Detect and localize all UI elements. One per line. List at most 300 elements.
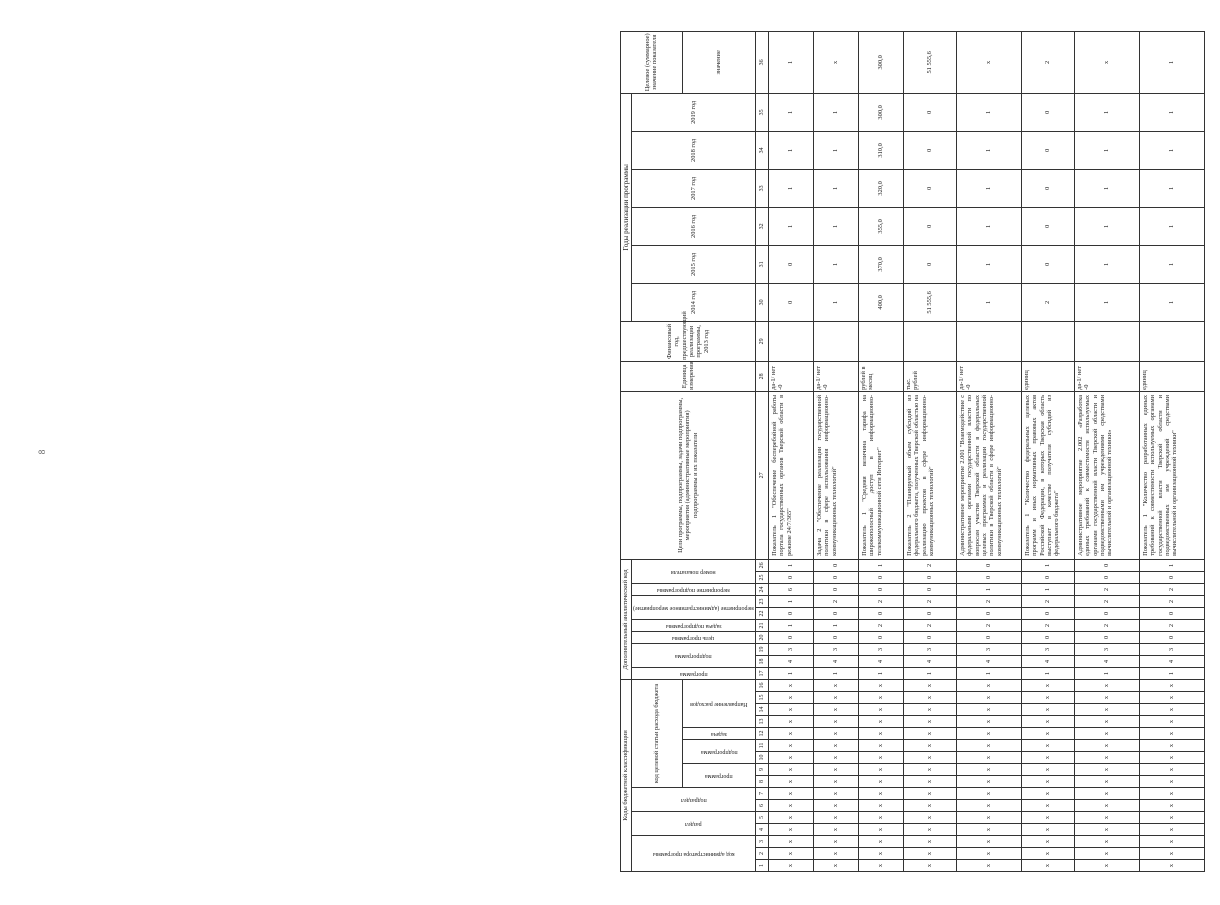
year-2013-cell bbox=[768, 321, 813, 361]
code-cell: 1 bbox=[903, 667, 956, 679]
code-cell: х bbox=[1021, 679, 1074, 691]
column-number-cell: 18 bbox=[755, 655, 768, 667]
code-cell: х bbox=[1139, 848, 1204, 860]
code-cell: х bbox=[768, 860, 813, 872]
code-cell: 4 bbox=[1139, 655, 1204, 667]
code-cell: х bbox=[768, 752, 813, 764]
code-cell: х bbox=[1074, 704, 1139, 716]
target-value-cell: х bbox=[813, 31, 858, 93]
code-cell: 0 bbox=[813, 583, 858, 595]
year-value-cell: 355,0 bbox=[858, 207, 903, 245]
code-cell: х bbox=[858, 716, 903, 728]
code-cell: 2 bbox=[1074, 595, 1139, 607]
year-value-cell: 0 bbox=[1021, 131, 1074, 169]
code-cell: х bbox=[956, 824, 1021, 836]
code-cell: х bbox=[858, 752, 903, 764]
column-number-cell: 4 bbox=[755, 824, 768, 836]
code-cell: х bbox=[956, 728, 1021, 740]
year-value-cell: 1 bbox=[956, 245, 1021, 283]
header-unit: Единица измерения bbox=[621, 361, 756, 391]
code-cell: х bbox=[858, 728, 903, 740]
description-cell: Показатель 1 "Средняя величина тарифа на широкополосный доступ в информационно-телекоммуникационной сети Интернет" bbox=[858, 391, 903, 559]
header-year-2018: 2018 год bbox=[632, 131, 756, 169]
code-cell: 4 bbox=[813, 655, 858, 667]
code-cell: 4 bbox=[956, 655, 1021, 667]
code-cell: х bbox=[1021, 764, 1074, 776]
code-cell: 3 bbox=[768, 643, 813, 655]
code-cell: 0 bbox=[1074, 571, 1139, 583]
code-cell: х bbox=[1021, 728, 1074, 740]
code-cell: 0 bbox=[858, 631, 903, 643]
unit-cell: да-1/ нет -0 bbox=[956, 361, 1021, 391]
code-cell: 1 bbox=[768, 619, 813, 631]
code-cell: 0 bbox=[768, 607, 813, 619]
code-cell: 2 bbox=[1074, 583, 1139, 595]
code-cell: х bbox=[1139, 692, 1204, 704]
year-2013-cell bbox=[956, 321, 1021, 361]
year-value-cell: 0 bbox=[903, 93, 956, 131]
header-fin-year: Финансовый год, предшествующий реализации программы, 2013 год bbox=[621, 321, 756, 361]
year-value-cell: 1 bbox=[1139, 93, 1204, 131]
table-row bbox=[1021, 31, 1074, 871]
target-value-cell: 1 bbox=[1139, 31, 1204, 93]
code-cell: 2 bbox=[903, 559, 956, 571]
header-subprogram: подпрограмма bbox=[632, 643, 756, 667]
year-value-cell: 0 bbox=[903, 169, 956, 207]
code-cell: 4 bbox=[858, 655, 903, 667]
header-admin-event: мероприятие (административное мероприятие) bbox=[632, 595, 756, 619]
unit-cell: тыс. рублей bbox=[903, 361, 956, 391]
column-number-cell: 34 bbox=[755, 131, 768, 169]
code-cell: 0 bbox=[1021, 607, 1074, 619]
year-value-cell: 1 bbox=[1074, 207, 1139, 245]
target-value-cell: 51 555,6 bbox=[903, 31, 956, 93]
code-cell: 0 bbox=[858, 571, 903, 583]
header-extra-code: Дополнительный аналитический код bbox=[621, 559, 632, 679]
code-cell: х bbox=[768, 812, 813, 824]
header-target: Целевое (суммарное) значение показателя bbox=[621, 31, 683, 93]
code-cell: 0 bbox=[1139, 607, 1204, 619]
code-cell: х bbox=[858, 800, 903, 812]
code-cell: х bbox=[956, 752, 1021, 764]
year-value-cell: 400,0 bbox=[858, 283, 903, 321]
code-cell: 2 bbox=[1021, 619, 1074, 631]
code-cell: х bbox=[1021, 812, 1074, 824]
code-cell: х bbox=[858, 788, 903, 800]
code-cell: 1 bbox=[768, 595, 813, 607]
code-cell: 0 bbox=[956, 559, 1021, 571]
column-number-cell: 12 bbox=[755, 728, 768, 740]
year-value-cell: 320,0 bbox=[858, 169, 903, 207]
code-cell: х bbox=[1074, 860, 1139, 872]
code-cell: х bbox=[903, 776, 956, 788]
header-subsection: подраздел bbox=[632, 788, 756, 812]
code-cell: 0 bbox=[813, 571, 858, 583]
code-cell: х bbox=[956, 848, 1021, 860]
year-value-cell: 1 bbox=[813, 131, 858, 169]
code-cell: х bbox=[903, 824, 956, 836]
code-cell: х bbox=[813, 692, 858, 704]
code-cell: х bbox=[858, 692, 903, 704]
code-cell: х bbox=[1074, 679, 1139, 691]
column-number-cell: 8 bbox=[755, 776, 768, 788]
header-target-value: значение bbox=[682, 31, 755, 93]
code-cell: х bbox=[956, 692, 1021, 704]
column-number-cell: 5 bbox=[755, 812, 768, 824]
code-cell: х bbox=[1139, 836, 1204, 848]
year-value-cell: 1 bbox=[956, 93, 1021, 131]
table-row bbox=[768, 31, 813, 871]
column-number-cell: 2 bbox=[755, 848, 768, 860]
year-value-cell: 0 bbox=[903, 131, 956, 169]
code-cell: х bbox=[1139, 728, 1204, 740]
header-subprogram-code: подпрограмма bbox=[682, 740, 755, 764]
code-cell: х bbox=[903, 740, 956, 752]
year-2013-cell bbox=[903, 321, 956, 361]
code-cell: х bbox=[858, 764, 903, 776]
description-cell: Показатель 2 "Планируемый объем субсидий из федерального бюджета, полученных Тверской областью на реализацию проектов в сфере информационно-коммуникационных технологий" bbox=[903, 391, 956, 559]
code-cell: 0 bbox=[768, 631, 813, 643]
year-value-cell: 1 bbox=[1074, 245, 1139, 283]
code-cell: 0 bbox=[956, 607, 1021, 619]
code-cell: 0 bbox=[858, 583, 903, 595]
header-year-2019: 2019 год bbox=[632, 93, 756, 131]
code-cell: 2 bbox=[813, 595, 858, 607]
code-cell: 3 bbox=[1021, 643, 1074, 655]
code-cell: х bbox=[1021, 704, 1074, 716]
code-cell: 2 bbox=[903, 619, 956, 631]
code-cell: х bbox=[813, 764, 858, 776]
target-value-cell: х bbox=[956, 31, 1021, 93]
code-cell: х bbox=[768, 764, 813, 776]
code-cell: х bbox=[956, 740, 1021, 752]
code-cell: 2 bbox=[956, 619, 1021, 631]
code-cell: х bbox=[858, 812, 903, 824]
year-value-cell: 0 bbox=[768, 283, 813, 321]
code-cell: 4 bbox=[903, 655, 956, 667]
code-cell: х bbox=[1139, 860, 1204, 872]
year-value-cell: 1 bbox=[1139, 207, 1204, 245]
header-year-2016: 2016 год bbox=[632, 207, 756, 245]
code-cell: х bbox=[956, 836, 1021, 848]
year-value-cell: 1 bbox=[956, 131, 1021, 169]
code-cell: х bbox=[1074, 848, 1139, 860]
code-cell: х bbox=[858, 824, 903, 836]
rotated-table-wrapper bbox=[620, 32, 1220, 872]
target-value-cell: 1 bbox=[768, 31, 813, 93]
header-task: задача подпрограммы bbox=[632, 619, 756, 631]
code-cell: х bbox=[813, 812, 858, 824]
code-cell: х bbox=[813, 788, 858, 800]
year-value-cell: 1 bbox=[768, 131, 813, 169]
header-budget-codes: Коды бюджетной классификации bbox=[621, 679, 632, 871]
code-cell: х bbox=[813, 776, 858, 788]
table-row bbox=[858, 31, 903, 871]
code-cell: х bbox=[956, 860, 1021, 872]
code-cell: х bbox=[1074, 752, 1139, 764]
column-number-cell: 9 bbox=[755, 764, 768, 776]
table-row bbox=[903, 31, 956, 871]
year-value-cell: 370,0 bbox=[858, 245, 903, 283]
code-cell: х bbox=[903, 704, 956, 716]
year-value-cell: 1 bbox=[1139, 131, 1204, 169]
code-cell: 1 bbox=[1139, 559, 1204, 571]
year-value-cell: 51 555,6 bbox=[903, 283, 956, 321]
year-value-cell: 1 bbox=[956, 283, 1021, 321]
code-cell: х bbox=[903, 679, 956, 691]
column-number-cell: 6 bbox=[755, 800, 768, 812]
code-cell: 3 bbox=[956, 643, 1021, 655]
column-number-cell: 19 bbox=[755, 643, 768, 655]
code-cell: х bbox=[768, 704, 813, 716]
header-program-code: программа bbox=[682, 764, 755, 788]
header-direction-code: Направление расходов bbox=[682, 679, 755, 727]
code-cell: х bbox=[768, 836, 813, 848]
code-cell: 3 bbox=[858, 643, 903, 655]
code-cell: х bbox=[956, 788, 1021, 800]
table-row bbox=[1139, 31, 1204, 871]
code-cell: х bbox=[768, 740, 813, 752]
column-number-cell: 16 bbox=[755, 679, 768, 691]
column-number-cell: 22 bbox=[755, 607, 768, 619]
code-cell: х bbox=[1021, 776, 1074, 788]
code-cell: х bbox=[858, 704, 903, 716]
column-number-cell: 28 bbox=[755, 361, 768, 391]
code-cell: х bbox=[1074, 716, 1139, 728]
code-cell: 1 bbox=[813, 667, 858, 679]
code-cell: х bbox=[1139, 788, 1204, 800]
unit-cell: да-1/ нет -0 bbox=[1074, 361, 1139, 391]
code-cell: х bbox=[1139, 800, 1204, 812]
column-number-cell: 23 bbox=[755, 595, 768, 607]
column-number-row bbox=[755, 31, 768, 871]
code-cell: х bbox=[903, 692, 956, 704]
unit-cell: единиц bbox=[1021, 361, 1074, 391]
year-value-cell: 1 bbox=[1074, 93, 1139, 131]
code-cell: х bbox=[1074, 764, 1139, 776]
column-number-cell: 33 bbox=[755, 169, 768, 207]
code-cell: 2 bbox=[903, 595, 956, 607]
code-cell: 4 bbox=[1074, 655, 1139, 667]
code-cell: х bbox=[1139, 812, 1204, 824]
table-row bbox=[956, 31, 1021, 871]
header-admin-code: код администратора программы bbox=[632, 836, 756, 872]
code-cell: х bbox=[813, 740, 858, 752]
code-cell: 2 bbox=[1021, 595, 1074, 607]
code-cell: х bbox=[813, 752, 858, 764]
code-cell: 0 bbox=[903, 607, 956, 619]
year-value-cell: 1 bbox=[1139, 283, 1204, 321]
code-cell: х bbox=[1074, 824, 1139, 836]
year-value-cell: 1 bbox=[1074, 283, 1139, 321]
code-cell: 0 bbox=[1074, 631, 1139, 643]
code-cell: х bbox=[1021, 752, 1074, 764]
code-cell: х bbox=[903, 752, 956, 764]
code-cell: х bbox=[1074, 836, 1139, 848]
code-cell: 0 bbox=[903, 571, 956, 583]
code-cell: 2 bbox=[858, 619, 903, 631]
year-2013-cell bbox=[1139, 321, 1204, 361]
code-cell: х bbox=[813, 728, 858, 740]
code-cell: х bbox=[1021, 692, 1074, 704]
code-cell: 0 bbox=[956, 571, 1021, 583]
year-value-cell: 1 bbox=[768, 207, 813, 245]
column-number-cell: 3 bbox=[755, 836, 768, 848]
code-cell: х bbox=[903, 800, 956, 812]
year-value-cell: 0 bbox=[1021, 207, 1074, 245]
code-cell: х bbox=[813, 860, 858, 872]
code-cell: 2 bbox=[858, 595, 903, 607]
column-number-cell: 15 bbox=[755, 692, 768, 704]
code-cell: 1 bbox=[1021, 559, 1074, 571]
code-cell: 2 bbox=[1074, 619, 1139, 631]
column-number-cell: 1 bbox=[755, 860, 768, 872]
code-cell: 0 bbox=[1074, 559, 1139, 571]
code-cell: 1 bbox=[813, 619, 858, 631]
code-cell: х bbox=[903, 836, 956, 848]
year-value-cell: 1 bbox=[1074, 131, 1139, 169]
year-2013-cell bbox=[1074, 321, 1139, 361]
code-cell: 0 bbox=[956, 631, 1021, 643]
unit-cell: да-1/ нет -0 bbox=[813, 361, 858, 391]
code-cell: х bbox=[813, 836, 858, 848]
year-value-cell: 0 bbox=[1021, 245, 1074, 283]
code-cell: 1 bbox=[956, 667, 1021, 679]
code-cell: 0 bbox=[1021, 571, 1074, 583]
header-program: программа bbox=[632, 667, 756, 679]
column-number-cell: 11 bbox=[755, 740, 768, 752]
column-number-cell: 27 bbox=[755, 391, 768, 559]
code-cell: х bbox=[1021, 716, 1074, 728]
code-cell: х bbox=[956, 776, 1021, 788]
page-number: 8 bbox=[37, 449, 47, 455]
code-cell: х bbox=[903, 716, 956, 728]
header-task-code: задача bbox=[682, 728, 755, 740]
code-cell: х bbox=[903, 764, 956, 776]
year-2013-cell bbox=[813, 321, 858, 361]
year-value-cell: 0 bbox=[1021, 93, 1074, 131]
code-cell: х bbox=[768, 788, 813, 800]
year-value-cell: 1 bbox=[956, 169, 1021, 207]
code-cell: х bbox=[956, 704, 1021, 716]
code-cell: х bbox=[956, 812, 1021, 824]
year-value-cell: 1 bbox=[956, 207, 1021, 245]
code-cell: х bbox=[1021, 788, 1074, 800]
program-indicator-table bbox=[620, 31, 1205, 872]
code-cell: х bbox=[903, 728, 956, 740]
table-row bbox=[1074, 31, 1139, 871]
year-value-cell: 1 bbox=[768, 93, 813, 131]
code-cell: 3 bbox=[813, 643, 858, 655]
unit-cell: да-1/ нет -0 bbox=[768, 361, 813, 391]
column-number-cell: 29 bbox=[755, 321, 768, 361]
code-cell: 0 bbox=[903, 631, 956, 643]
column-number-cell: 30 bbox=[755, 283, 768, 321]
column-number-cell: 17 bbox=[755, 667, 768, 679]
year-value-cell: 1 bbox=[813, 245, 858, 283]
code-cell: х bbox=[858, 836, 903, 848]
code-cell: х bbox=[1021, 848, 1074, 860]
code-cell: х bbox=[1074, 800, 1139, 812]
code-cell: 0 bbox=[1021, 631, 1074, 643]
code-cell: 1 bbox=[858, 667, 903, 679]
year-value-cell: 0 bbox=[768, 245, 813, 283]
column-number-cell: 32 bbox=[755, 207, 768, 245]
code-cell: х bbox=[1021, 740, 1074, 752]
code-cell: 0 bbox=[1074, 607, 1139, 619]
code-cell: 1 bbox=[858, 559, 903, 571]
code-cell: х bbox=[903, 860, 956, 872]
code-cell: 0 bbox=[768, 571, 813, 583]
code-cell: х bbox=[813, 800, 858, 812]
code-cell: х bbox=[858, 860, 903, 872]
code-cell: 1 bbox=[1074, 667, 1139, 679]
header-section: раздел bbox=[632, 812, 756, 836]
code-cell: х bbox=[858, 740, 903, 752]
unit-cell: единиц bbox=[1139, 361, 1204, 391]
code-cell: х bbox=[1074, 812, 1139, 824]
code-cell: х bbox=[813, 704, 858, 716]
code-cell: х bbox=[956, 800, 1021, 812]
code-cell: 2 bbox=[1139, 619, 1204, 631]
code-cell: х bbox=[1074, 788, 1139, 800]
code-cell: х bbox=[1021, 860, 1074, 872]
year-value-cell: 1 bbox=[1139, 169, 1204, 207]
code-cell: 3 bbox=[903, 643, 956, 655]
column-number-cell: 26 bbox=[755, 559, 768, 571]
description-cell: Показатель 1 "Количество федеральных целевых программ и иных нормативных правовых актов Российской Федерации, в которых Тверская область выступает в качестве получателя субсидий из федерального бюджета" bbox=[1021, 391, 1074, 559]
target-value-cell: х bbox=[1074, 31, 1139, 93]
column-number-cell: 35 bbox=[755, 93, 768, 131]
year-value-cell: 1 bbox=[1074, 169, 1139, 207]
code-cell: х bbox=[903, 788, 956, 800]
column-number-cell: 20 bbox=[755, 631, 768, 643]
column-number-cell: 7 bbox=[755, 788, 768, 800]
code-cell: х bbox=[768, 848, 813, 860]
code-cell: х bbox=[858, 848, 903, 860]
code-cell: 4 bbox=[1021, 655, 1074, 667]
header-target-article: код целевой статьи расхода бюджета bbox=[632, 679, 683, 787]
code-cell: 0 bbox=[1139, 571, 1204, 583]
year-2013-cell bbox=[1021, 321, 1074, 361]
code-cell: х bbox=[956, 716, 1021, 728]
code-cell: 6 bbox=[768, 583, 813, 595]
code-cell: х bbox=[1074, 740, 1139, 752]
column-number-cell: 14 bbox=[755, 704, 768, 716]
year-value-cell: 1 bbox=[813, 169, 858, 207]
column-number-cell: 24 bbox=[755, 583, 768, 595]
code-cell: 0 bbox=[813, 559, 858, 571]
column-number-cell: 13 bbox=[755, 716, 768, 728]
year-value-cell: 0 bbox=[1021, 169, 1074, 207]
year-value-cell: 310,0 bbox=[858, 131, 903, 169]
code-cell: х bbox=[858, 776, 903, 788]
code-cell: 0 bbox=[813, 607, 858, 619]
year-value-cell: 2 bbox=[1021, 283, 1074, 321]
column-number-cell: 31 bbox=[755, 245, 768, 283]
code-cell: 3 bbox=[1139, 643, 1204, 655]
header-years: Годы реализации программы bbox=[621, 93, 632, 321]
code-cell: х bbox=[903, 848, 956, 860]
code-cell: х bbox=[768, 679, 813, 691]
year-value-cell: 1 bbox=[813, 207, 858, 245]
code-cell: 0 bbox=[813, 631, 858, 643]
year-value-cell: 1 bbox=[813, 283, 858, 321]
year-2013-cell bbox=[858, 321, 903, 361]
description-cell: Показатель 1 "Количество разработанных единых требований к совместимости используемых органами государственной власти Тверской области и подведомственных им учреждений средствами вычислительной и организационной техники" bbox=[1139, 391, 1204, 559]
code-cell: х bbox=[1139, 824, 1204, 836]
column-number-cell: 25 bbox=[755, 571, 768, 583]
